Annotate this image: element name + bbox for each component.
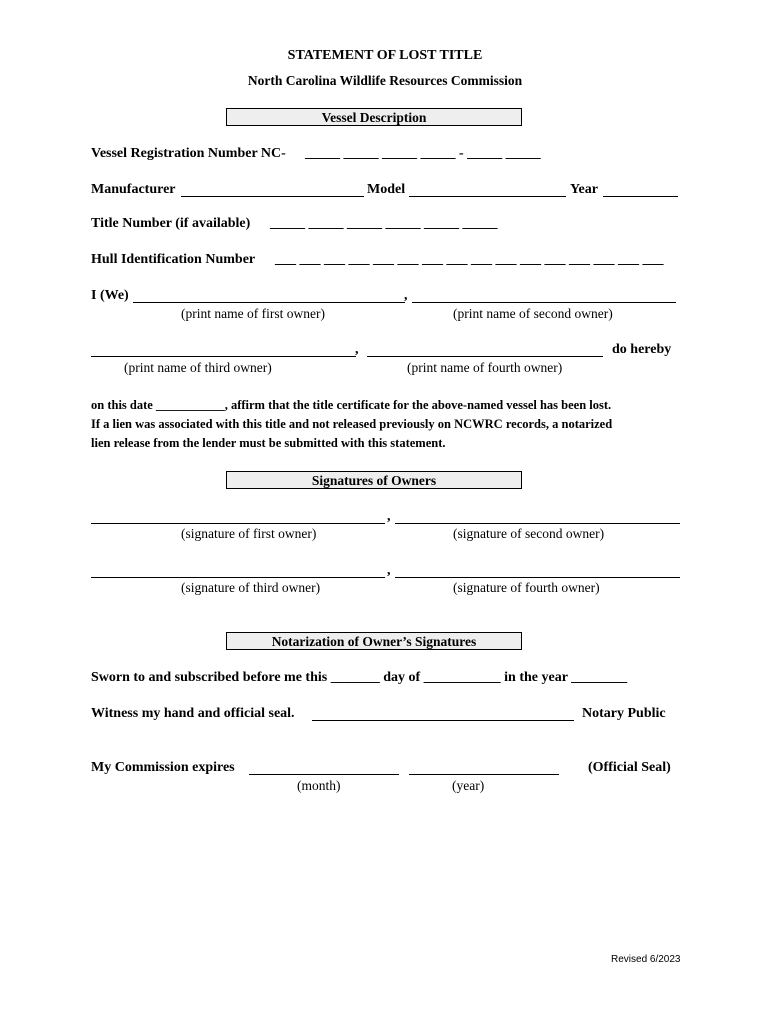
commission-year-field[interactable]: [409, 774, 559, 775]
manufacturer-label: Manufacturer: [91, 182, 176, 197]
first-owner-name-field[interactable]: [133, 302, 405, 303]
first-owner-signature-field[interactable]: [91, 523, 385, 524]
registration-number-label: Vessel Registration Number NC-: [91, 146, 286, 161]
do-hereby-label: do hereby: [612, 342, 672, 357]
fourth-owner-name-caption: (print name of fourth owner): [407, 360, 563, 375]
second-owner-signature-field[interactable]: [395, 523, 680, 524]
section-header-vessel: Vessel Description: [226, 108, 522, 126]
i-we-label: I (We): [91, 288, 129, 303]
form-subtitle: North Carolina Wildlife Resources Commission: [247, 73, 523, 88]
registration-number-blanks[interactable]: _____ _____ _____ _____ - _____ _____: [305, 146, 541, 161]
fourth-owner-signature-field[interactable]: [395, 577, 680, 578]
official-seal-label: (Official Seal): [588, 760, 671, 775]
affirmation-line-2: If a lien was associated with this title and not released previously on NCWRC records, a notarized: [91, 417, 613, 431]
affirmation-line-1: on this date ___________, affirm that the title certificate for the above-named vessel has been lost.: [91, 398, 612, 412]
third-owner-name-field[interactable]: [91, 356, 356, 357]
year-field[interactable]: [603, 196, 678, 197]
title-number-label: Title Number (if available): [91, 216, 251, 231]
comma: ,: [387, 509, 391, 524]
comma: ,: [355, 342, 359, 357]
sworn-statement[interactable]: Sworn to and subscribed before me this _______ day of ___________ in the year ________: [91, 670, 628, 685]
comma: ,: [404, 288, 408, 303]
first-owner-signature-caption: (signature of first owner): [181, 526, 317, 541]
notary-public-label: Notary Public: [582, 706, 666, 721]
title-number-blanks[interactable]: _____ _____ _____ _____ _____ _____: [270, 216, 498, 231]
manufacturer-field[interactable]: [181, 196, 364, 197]
form-title: STATEMENT OF LOST TITLE: [287, 48, 483, 63]
third-owner-signature-caption: (signature of third owner): [181, 580, 321, 595]
model-field[interactable]: [409, 196, 566, 197]
model-label: Model: [367, 182, 406, 197]
commission-expires-label: My Commission expires: [91, 760, 235, 775]
third-owner-name-caption: (print name of third owner): [124, 360, 272, 375]
first-owner-name-caption: (print name of first owner): [181, 306, 325, 321]
commission-month-field[interactable]: [249, 774, 399, 775]
section-header-notarization: Notarization of Owner’s Signatures: [226, 632, 522, 650]
year-caption: (year): [452, 778, 485, 793]
revision-date: Revised 6/2023: [611, 954, 681, 965]
comma: ,: [387, 563, 391, 578]
notary-signature-field[interactable]: [312, 720, 574, 721]
month-caption: (month): [297, 778, 341, 793]
hull-id-label: Hull Identification Number: [91, 252, 256, 267]
second-owner-signature-caption: (signature of second owner): [453, 526, 605, 541]
section-header-signatures: Signatures of Owners: [226, 471, 522, 489]
second-owner-name-field[interactable]: [412, 302, 676, 303]
affirmation-line-3: lien release from the lender must be submitted with this statement.: [91, 436, 446, 450]
witness-label: Witness my hand and official seal.: [91, 706, 295, 721]
fourth-owner-name-field[interactable]: [367, 356, 603, 357]
second-owner-name-caption: (print name of second owner): [453, 306, 613, 321]
third-owner-signature-field[interactable]: [91, 577, 385, 578]
fourth-owner-signature-caption: (signature of fourth owner): [453, 580, 600, 595]
year-label: Year: [570, 182, 598, 197]
hull-id-blanks[interactable]: ___ ___ ___ ___ ___ ___ ___ ___ ___ ___ ___ ___ ___ ___ ___ ___: [275, 252, 664, 267]
